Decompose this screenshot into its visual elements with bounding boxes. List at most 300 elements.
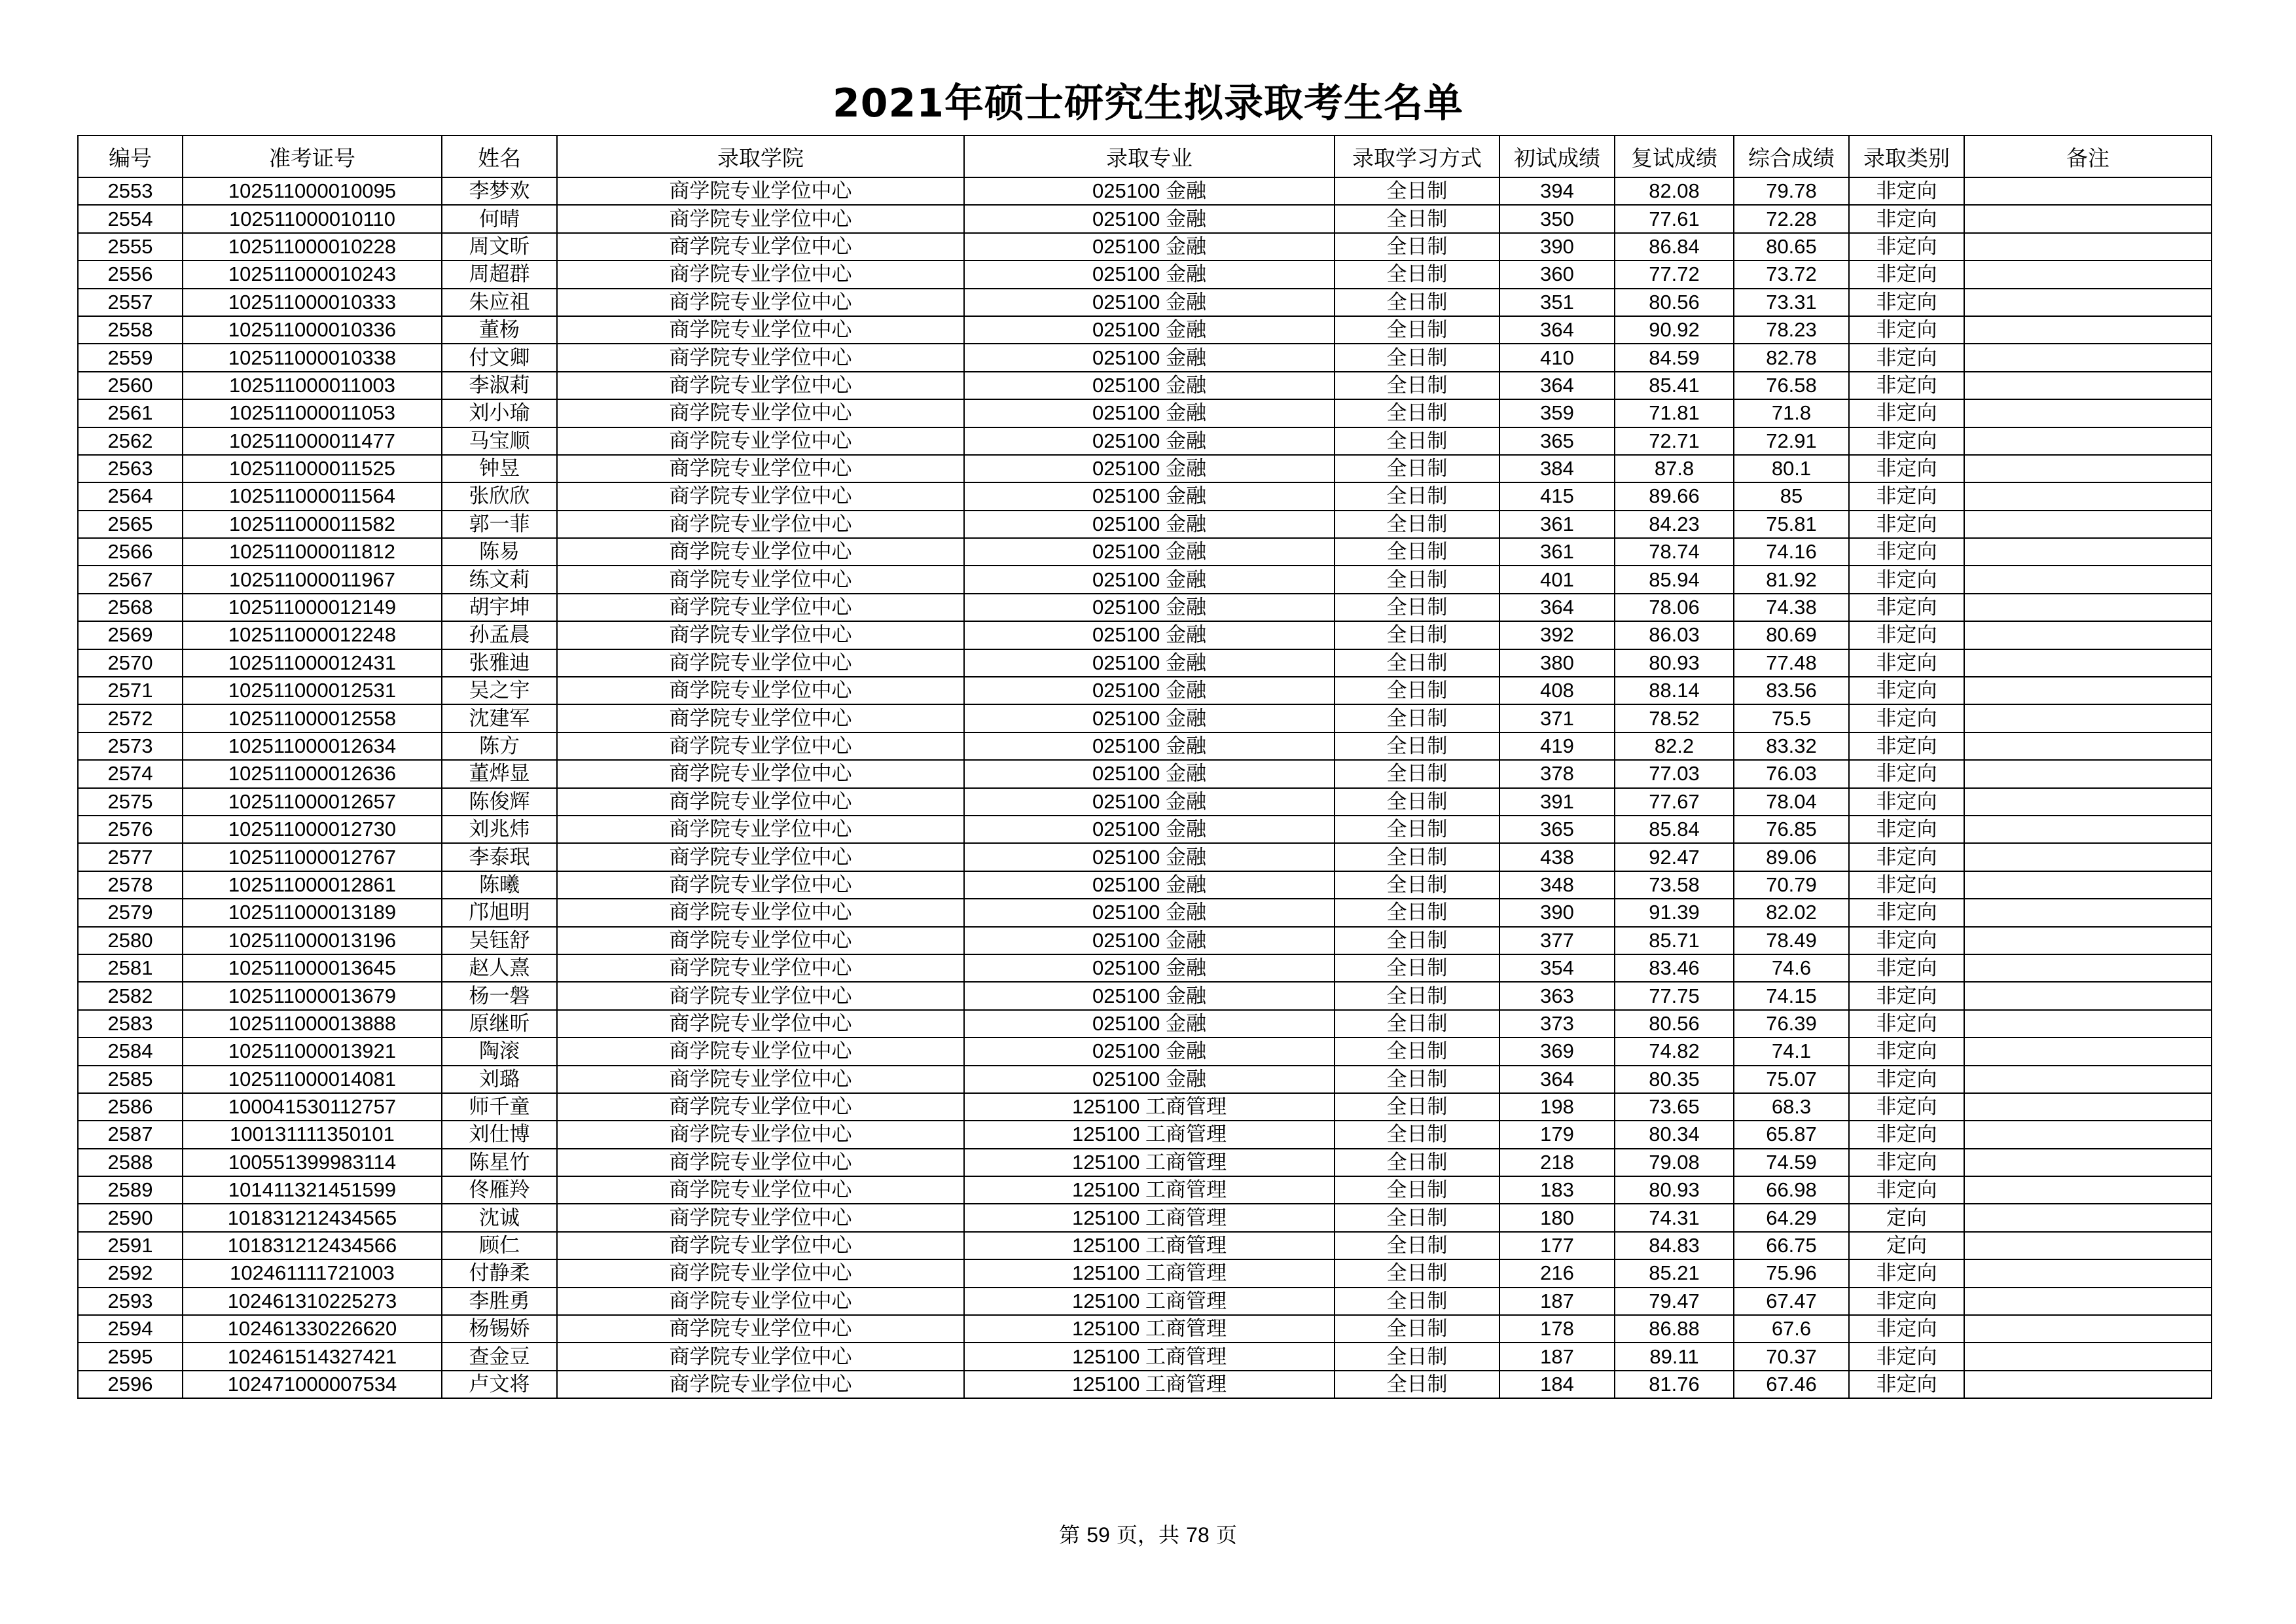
cell-study-mode: 全日制 — [1335, 1093, 1499, 1121]
table-row — [78, 316, 2212, 344]
cell-study-mode: 全日制 — [1335, 677, 1499, 704]
cell-id: 2591 — [78, 1232, 183, 1259]
header-col-category: 录取类别 — [1849, 135, 1964, 177]
page-title: 2021年硕士研究生拟录取考生名单 — [833, 81, 1463, 126]
cell-id: 2588 — [78, 1149, 183, 1176]
cell-name: 查金豆 — [442, 1343, 557, 1370]
cell-initial-score: 187 — [1499, 1343, 1615, 1370]
cell-exam-number: 102511000012431 — [183, 649, 442, 677]
cell-name: 陈易 — [442, 538, 557, 566]
cell-initial-score: 391 — [1499, 788, 1615, 816]
header-col-total-score: 综合成绩 — [1734, 135, 1849, 177]
table-row — [78, 732, 2212, 760]
cell-study-mode: 全日制 — [1335, 899, 1499, 926]
cell-initial-score: 351 — [1499, 289, 1615, 316]
cell-remarks — [1964, 482, 2212, 510]
cell-name: 练文莉 — [442, 566, 557, 593]
cell-retest-score: 89.11 — [1615, 1343, 1734, 1370]
cell-remarks — [1964, 1371, 2212, 1398]
cell-college: 商学院专业学位中心 — [557, 1371, 964, 1398]
cell-major: 025100 金融 — [964, 566, 1335, 593]
cell-remarks — [1964, 261, 2212, 288]
cell-college: 商学院专业学位中心 — [557, 899, 964, 926]
cell-total-score: 82.02 — [1734, 899, 1849, 926]
cell-exam-number: 102511000010228 — [183, 233, 442, 261]
cell-total-score: 80.1 — [1734, 455, 1849, 482]
cell-retest-score: 74.31 — [1615, 1204, 1734, 1231]
cell-id: 2558 — [78, 316, 183, 344]
cell-total-score: 75.5 — [1734, 704, 1849, 732]
cell-exam-number: 101831212434565 — [183, 1204, 442, 1231]
cell-name: 吴之宇 — [442, 677, 557, 704]
table-body — [78, 177, 2212, 1398]
cell-major: 025100 金融 — [964, 427, 1335, 455]
cell-retest-score: 81.76 — [1615, 1371, 1734, 1398]
cell-major: 025100 金融 — [964, 621, 1335, 649]
cell-remarks — [1964, 455, 2212, 482]
cell-name: 张欣欣 — [442, 482, 557, 510]
cell-id: 2585 — [78, 1066, 183, 1093]
cell-study-mode: 全日制 — [1335, 1259, 1499, 1287]
cell-id: 2575 — [78, 788, 183, 816]
cell-remarks — [1964, 372, 2212, 399]
cell-major: 025100 金融 — [964, 177, 1335, 205]
cell-id: 2582 — [78, 982, 183, 1009]
table-row — [78, 1371, 2212, 1398]
table-row — [78, 677, 2212, 704]
cell-college: 商学院专业学位中心 — [557, 1343, 964, 1370]
cell-category: 非定向 — [1849, 399, 1964, 427]
cell-college: 商学院专业学位中心 — [557, 455, 964, 482]
cell-category: 非定向 — [1849, 788, 1964, 816]
cell-study-mode: 全日制 — [1335, 788, 1499, 816]
cell-major: 025100 金融 — [964, 594, 1335, 621]
cell-retest-score: 92.47 — [1615, 843, 1734, 871]
cell-major: 025100 金融 — [964, 399, 1335, 427]
cell-total-score: 73.31 — [1734, 289, 1849, 316]
cell-major: 025100 金融 — [964, 760, 1335, 787]
cell-college: 商学院专业学位中心 — [557, 566, 964, 593]
table-row — [78, 871, 2212, 899]
cell-remarks — [1964, 954, 2212, 982]
cell-exam-number: 102511000010110 — [183, 205, 442, 232]
cell-major: 125100 工商管理 — [964, 1288, 1335, 1315]
cell-id: 2571 — [78, 677, 183, 704]
cell-study-mode: 全日制 — [1335, 1066, 1499, 1093]
cell-exam-number: 102511000012767 — [183, 843, 442, 871]
footer-total-pages: 78 — [1186, 1523, 1210, 1547]
cell-exam-number: 102511000012634 — [183, 732, 442, 760]
cell-total-score: 66.98 — [1734, 1176, 1849, 1204]
cell-category: 非定向 — [1849, 871, 1964, 899]
table-row — [78, 1066, 2212, 1093]
cell-college: 商学院专业学位中心 — [557, 233, 964, 261]
cell-name: 陶滚 — [442, 1038, 557, 1065]
cell-college: 商学院专业学位中心 — [557, 1204, 964, 1231]
cell-initial-score: 198 — [1499, 1093, 1615, 1121]
cell-id: 2596 — [78, 1371, 183, 1398]
cell-initial-score: 438 — [1499, 843, 1615, 871]
cell-retest-score: 86.03 — [1615, 621, 1734, 649]
cell-total-score: 85 — [1734, 482, 1849, 510]
cell-exam-number: 102461111721003 — [183, 1259, 442, 1287]
cell-college: 商学院专业学位中心 — [557, 927, 964, 954]
cell-category: 非定向 — [1849, 704, 1964, 732]
table-row — [78, 372, 2212, 399]
cell-initial-score: 364 — [1499, 594, 1615, 621]
cell-id: 2569 — [78, 621, 183, 649]
cell-remarks — [1964, 289, 2212, 316]
cell-study-mode: 全日制 — [1335, 1010, 1499, 1038]
cell-retest-score: 74.82 — [1615, 1038, 1734, 1065]
cell-exam-number: 102511000013888 — [183, 1010, 442, 1038]
cell-retest-score: 80.93 — [1615, 1176, 1734, 1204]
cell-remarks — [1964, 566, 2212, 593]
cell-total-score: 81.92 — [1734, 566, 1849, 593]
cell-retest-score: 80.56 — [1615, 1010, 1734, 1038]
cell-major: 025100 金融 — [964, 482, 1335, 510]
cell-college: 商学院专业学位中心 — [557, 677, 964, 704]
cell-id: 2553 — [78, 177, 183, 205]
cell-total-score: 65.87 — [1734, 1121, 1849, 1148]
cell-initial-score: 378 — [1499, 760, 1615, 787]
cell-remarks — [1964, 1343, 2212, 1370]
cell-total-score: 76.03 — [1734, 760, 1849, 787]
cell-name: 付文卿 — [442, 344, 557, 371]
cell-study-mode: 全日制 — [1335, 482, 1499, 510]
cell-category: 非定向 — [1849, 566, 1964, 593]
cell-category: 非定向 — [1849, 1371, 1964, 1398]
cell-study-mode: 全日制 — [1335, 816, 1499, 843]
table-row — [78, 1315, 2212, 1343]
cell-id: 2595 — [78, 1343, 183, 1370]
cell-retest-score: 82.2 — [1615, 732, 1734, 760]
cell-id: 2577 — [78, 843, 183, 871]
cell-remarks — [1964, 621, 2212, 649]
cell-name: 邝旭明 — [442, 899, 557, 926]
table-row — [78, 261, 2212, 288]
cell-id: 2559 — [78, 344, 183, 371]
cell-study-mode: 全日制 — [1335, 1121, 1499, 1148]
cell-major: 025100 金融 — [964, 372, 1335, 399]
cell-college: 商学院专业学位中心 — [557, 399, 964, 427]
cell-college: 商学院专业学位中心 — [557, 704, 964, 732]
cell-id: 2562 — [78, 427, 183, 455]
cell-major: 025100 金融 — [964, 538, 1335, 566]
cell-remarks — [1964, 1093, 2212, 1121]
footer-current-page: 59 — [1086, 1523, 1110, 1547]
cell-remarks — [1964, 344, 2212, 371]
cell-study-mode: 全日制 — [1335, 594, 1499, 621]
cell-major: 025100 金融 — [964, 816, 1335, 843]
cell-exam-number: 102511000014081 — [183, 1066, 442, 1093]
cell-category: 非定向 — [1849, 482, 1964, 510]
cell-retest-score: 80.56 — [1615, 289, 1734, 316]
cell-id: 2581 — [78, 954, 183, 982]
cell-name: 马宝顺 — [442, 427, 557, 455]
admission-table — [77, 135, 2212, 1399]
cell-initial-score: 179 — [1499, 1121, 1615, 1148]
header-col-remarks: 备注 — [1964, 135, 2212, 177]
cell-name: 师千童 — [442, 1093, 557, 1121]
cell-exam-number: 102511000011053 — [183, 399, 442, 427]
cell-initial-score: 354 — [1499, 954, 1615, 982]
cell-name: 李梦欢 — [442, 177, 557, 205]
cell-major: 025100 金融 — [964, 927, 1335, 954]
cell-retest-score: 86.88 — [1615, 1315, 1734, 1343]
cell-name: 周文昕 — [442, 233, 557, 261]
header-col-name: 姓名 — [442, 135, 557, 177]
footer-middle: 页，共 — [1116, 1523, 1179, 1547]
cell-total-score: 72.28 — [1734, 205, 1849, 232]
cell-study-mode: 全日制 — [1335, 871, 1499, 899]
table-row — [78, 427, 2212, 455]
cell-name: 李胜勇 — [442, 1288, 557, 1315]
cell-study-mode: 全日制 — [1335, 732, 1499, 760]
cell-study-mode: 全日制 — [1335, 982, 1499, 1009]
cell-study-mode: 全日制 — [1335, 233, 1499, 261]
table-row — [78, 1149, 2212, 1176]
cell-name: 陈方 — [442, 732, 557, 760]
table-row — [78, 954, 2212, 982]
cell-initial-score: 365 — [1499, 427, 1615, 455]
cell-initial-score: 187 — [1499, 1288, 1615, 1315]
cell-major: 025100 金融 — [964, 843, 1335, 871]
cell-remarks — [1964, 899, 2212, 926]
cell-major: 025100 金融 — [964, 649, 1335, 677]
header-col-college: 录取学院 — [557, 135, 964, 177]
cell-college: 商学院专业学位中心 — [557, 344, 964, 371]
cell-major: 125100 工商管理 — [964, 1149, 1335, 1176]
table-row — [78, 649, 2212, 677]
cell-id: 2555 — [78, 233, 183, 261]
cell-category: 非定向 — [1849, 289, 1964, 316]
cell-total-score: 74.38 — [1734, 594, 1849, 621]
footer-suffix: 页 — [1215, 1523, 1237, 1547]
cell-retest-score: 73.58 — [1615, 871, 1734, 899]
cell-study-mode: 全日制 — [1335, 1232, 1499, 1259]
cell-remarks — [1964, 233, 2212, 261]
cell-remarks — [1964, 1288, 2212, 1315]
cell-name: 胡宇坤 — [442, 594, 557, 621]
table-row — [78, 538, 2212, 566]
cell-id: 2563 — [78, 455, 183, 482]
cell-exam-number: 102511000011003 — [183, 372, 442, 399]
cell-name: 孙孟晨 — [442, 621, 557, 649]
cell-exam-number: 102511000013196 — [183, 927, 442, 954]
cell-remarks — [1964, 1204, 2212, 1231]
cell-category: 非定向 — [1849, 233, 1964, 261]
cell-study-mode: 全日制 — [1335, 538, 1499, 566]
cell-exam-number: 102511000012531 — [183, 677, 442, 704]
cell-major: 025100 金融 — [964, 233, 1335, 261]
cell-remarks — [1964, 1066, 2212, 1093]
cell-total-score: 67.47 — [1734, 1288, 1849, 1315]
cell-study-mode: 全日制 — [1335, 344, 1499, 371]
cell-retest-score: 79.08 — [1615, 1149, 1734, 1176]
cell-study-mode: 全日制 — [1335, 760, 1499, 787]
cell-remarks — [1964, 1010, 2212, 1038]
cell-study-mode: 全日制 — [1335, 621, 1499, 649]
cell-college: 商学院专业学位中心 — [557, 1176, 964, 1204]
cell-exam-number: 102511000012149 — [183, 594, 442, 621]
cell-retest-score: 77.72 — [1615, 261, 1734, 288]
cell-total-score: 76.39 — [1734, 1010, 1849, 1038]
cell-remarks — [1964, 788, 2212, 816]
table-row — [78, 704, 2212, 732]
cell-college: 商学院专业学位中心 — [557, 788, 964, 816]
cell-category: 非定向 — [1849, 538, 1964, 566]
cell-name: 陈星竹 — [442, 1149, 557, 1176]
table-row — [78, 205, 2212, 232]
cell-initial-score: 364 — [1499, 316, 1615, 344]
cell-total-score: 82.78 — [1734, 344, 1849, 371]
cell-major: 025100 金融 — [964, 205, 1335, 232]
cell-id: 2570 — [78, 649, 183, 677]
cell-study-mode: 全日制 — [1335, 1343, 1499, 1370]
cell-exam-number: 102511000013645 — [183, 954, 442, 982]
cell-name: 吴钰舒 — [442, 927, 557, 954]
table-row — [78, 511, 2212, 538]
cell-total-score: 76.58 — [1734, 372, 1849, 399]
cell-category: 非定向 — [1849, 677, 1964, 704]
cell-exam-number: 102511000011967 — [183, 566, 442, 593]
cell-remarks — [1964, 177, 2212, 205]
table-row — [78, 788, 2212, 816]
cell-exam-number: 100041530112757 — [183, 1093, 442, 1121]
cell-category: 非定向 — [1849, 1149, 1964, 1176]
cell-college: 商学院专业学位中心 — [557, 205, 964, 232]
cell-name: 卢文将 — [442, 1371, 557, 1398]
header-col-initial-score: 初试成绩 — [1499, 135, 1615, 177]
cell-name: 杨一磐 — [442, 982, 557, 1009]
cell-major: 025100 金融 — [964, 344, 1335, 371]
cell-college: 商学院专业学位中心 — [557, 621, 964, 649]
cell-remarks — [1964, 843, 2212, 871]
cell-total-score: 70.79 — [1734, 871, 1849, 899]
table-row — [78, 399, 2212, 427]
cell-college: 商学院专业学位中心 — [557, 511, 964, 538]
table-row — [78, 289, 2212, 316]
cell-college: 商学院专业学位中心 — [557, 732, 964, 760]
cell-study-mode: 全日制 — [1335, 261, 1499, 288]
cell-initial-score: 371 — [1499, 704, 1615, 732]
cell-category: 非定向 — [1849, 1176, 1964, 1204]
cell-initial-score: 410 — [1499, 344, 1615, 371]
cell-college: 商学院专业学位中心 — [557, 1149, 964, 1176]
cell-study-mode: 全日制 — [1335, 289, 1499, 316]
cell-major: 025100 金融 — [964, 788, 1335, 816]
cell-retest-score: 85.41 — [1615, 372, 1734, 399]
cell-exam-number: 102511000013921 — [183, 1038, 442, 1065]
cell-total-score: 76.85 — [1734, 816, 1849, 843]
cell-remarks — [1964, 399, 2212, 427]
cell-name: 李泰珉 — [442, 843, 557, 871]
cell-exam-number: 102511000010095 — [183, 177, 442, 205]
cell-id: 2578 — [78, 871, 183, 899]
cell-total-score: 74.1 — [1734, 1038, 1849, 1065]
cell-exam-number: 100131111350101 — [183, 1121, 442, 1148]
cell-initial-score: 394 — [1499, 177, 1615, 205]
cell-remarks — [1964, 704, 2212, 732]
cell-id: 2584 — [78, 1038, 183, 1065]
cell-college: 商学院专业学位中心 — [557, 1066, 964, 1093]
header-col-exam-number: 准考证号 — [183, 135, 442, 177]
cell-study-mode: 全日制 — [1335, 1176, 1499, 1204]
cell-name: 刘小瑜 — [442, 399, 557, 427]
cell-retest-score: 77.67 — [1615, 788, 1734, 816]
cell-category: 非定向 — [1849, 1259, 1964, 1287]
cell-exam-number: 102461330226620 — [183, 1315, 442, 1343]
cell-college: 商学院专业学位中心 — [557, 594, 964, 621]
cell-total-score: 74.15 — [1734, 982, 1849, 1009]
cell-total-score: 67.6 — [1734, 1315, 1849, 1343]
cell-initial-score: 361 — [1499, 511, 1615, 538]
cell-exam-number: 102511000011477 — [183, 427, 442, 455]
table-row — [78, 1204, 2212, 1231]
cell-total-score: 66.75 — [1734, 1232, 1849, 1259]
cell-major: 025100 金融 — [964, 704, 1335, 732]
table-row — [78, 899, 2212, 926]
table-row — [78, 982, 2212, 1009]
cell-total-score: 80.65 — [1734, 233, 1849, 261]
cell-exam-number: 102511000010333 — [183, 289, 442, 316]
cell-retest-score: 71.81 — [1615, 399, 1734, 427]
cell-initial-score: 178 — [1499, 1315, 1615, 1343]
cell-retest-score: 85.21 — [1615, 1259, 1734, 1287]
cell-college: 商学院专业学位中心 — [557, 649, 964, 677]
cell-initial-score: 350 — [1499, 205, 1615, 232]
cell-retest-score: 73.65 — [1615, 1093, 1734, 1121]
cell-initial-score: 408 — [1499, 677, 1615, 704]
cell-initial-score: 380 — [1499, 649, 1615, 677]
cell-total-score: 74.6 — [1734, 954, 1849, 982]
cell-category: 非定向 — [1849, 1093, 1964, 1121]
cell-category: 非定向 — [1849, 1315, 1964, 1343]
table-row — [78, 1176, 2212, 1204]
cell-college: 商学院专业学位中心 — [557, 816, 964, 843]
cell-name: 张雅迪 — [442, 649, 557, 677]
cell-major: 125100 工商管理 — [964, 1093, 1335, 1121]
cell-id: 2579 — [78, 899, 183, 926]
cell-remarks — [1964, 1176, 2212, 1204]
table-row — [78, 1121, 2212, 1148]
cell-remarks — [1964, 927, 2212, 954]
cell-id: 2557 — [78, 289, 183, 316]
cell-initial-score: 401 — [1499, 566, 1615, 593]
cell-major: 025100 金融 — [964, 677, 1335, 704]
cell-name: 陈俊辉 — [442, 788, 557, 816]
cell-id: 2594 — [78, 1315, 183, 1343]
cell-exam-number: 102511000012730 — [183, 816, 442, 843]
table-row — [78, 816, 2212, 843]
cell-college: 商学院专业学位中心 — [557, 1038, 964, 1065]
cell-remarks — [1964, 760, 2212, 787]
cell-study-mode: 全日制 — [1335, 511, 1499, 538]
cell-major: 125100 工商管理 — [964, 1232, 1335, 1259]
cell-category: 定向 — [1849, 1232, 1964, 1259]
cell-exam-number: 101831212434566 — [183, 1232, 442, 1259]
cell-id: 2587 — [78, 1121, 183, 1148]
cell-category: 非定向 — [1849, 816, 1964, 843]
cell-study-mode: 全日制 — [1335, 704, 1499, 732]
header-col-id: 编号 — [78, 135, 183, 177]
cell-category: 非定向 — [1849, 843, 1964, 871]
cell-college: 商学院专业学位中心 — [557, 538, 964, 566]
cell-id: 2554 — [78, 205, 183, 232]
cell-college: 商学院专业学位中心 — [557, 261, 964, 288]
cell-id: 2567 — [78, 566, 183, 593]
